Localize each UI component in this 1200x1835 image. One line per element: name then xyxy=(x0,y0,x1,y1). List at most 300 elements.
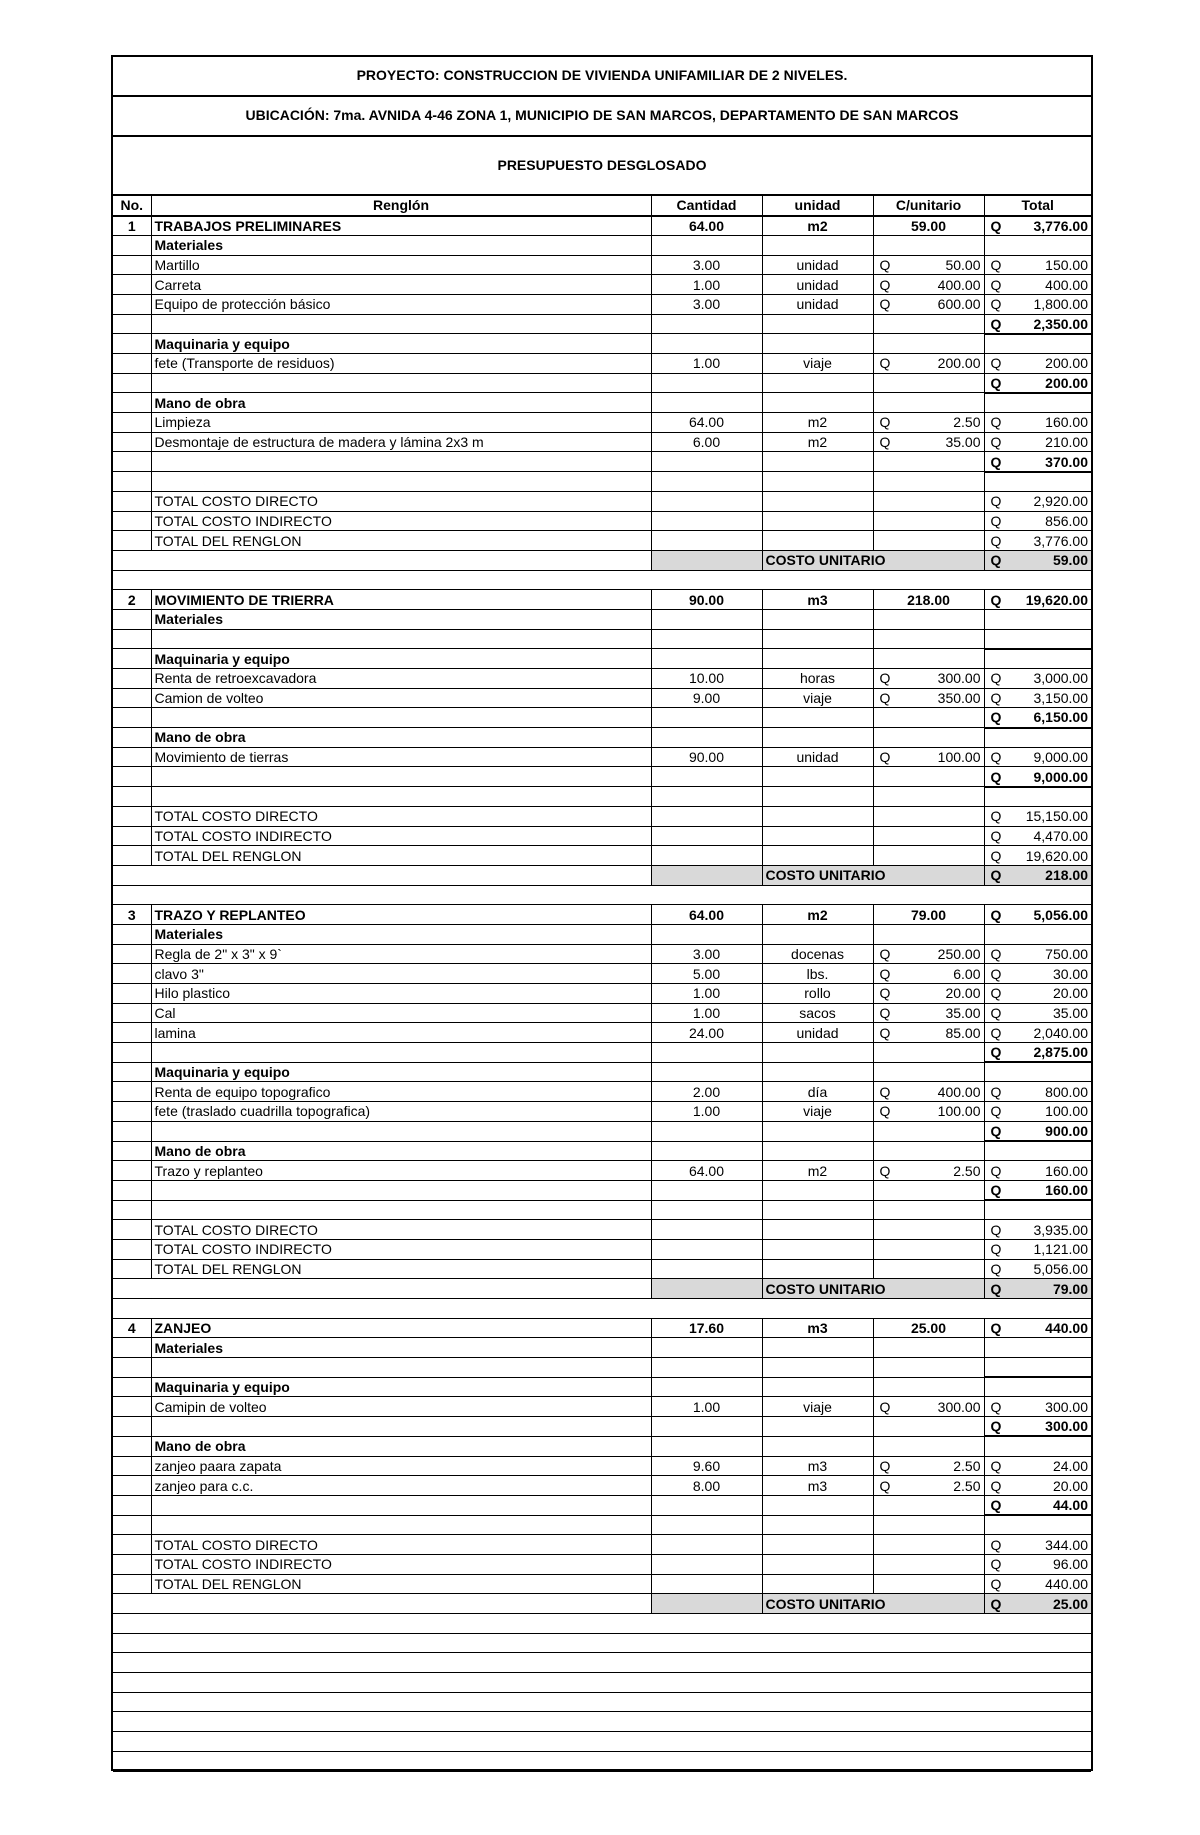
currency-symbol: Q xyxy=(990,1162,1002,1179)
row-description xyxy=(151,767,651,787)
row-total xyxy=(984,1417,1091,1437)
row-number xyxy=(113,1200,151,1220)
row-number xyxy=(113,413,151,433)
section-row xyxy=(113,728,1091,748)
row-unit xyxy=(762,924,873,944)
row-unit: rollo xyxy=(762,984,873,1004)
money-value xyxy=(877,276,981,294)
amount: 160.00 xyxy=(1045,1181,1088,1198)
row-quantity xyxy=(651,1535,762,1555)
row-description xyxy=(151,1180,651,1200)
row-unit-cost xyxy=(873,944,984,964)
row-unit xyxy=(762,511,873,531)
row-number xyxy=(113,1062,151,1082)
row-unit xyxy=(762,1692,873,1712)
row-quantity xyxy=(651,767,762,787)
row-quantity xyxy=(651,570,762,590)
row-quantity xyxy=(651,1259,762,1279)
row-quantity xyxy=(651,314,762,334)
subtotal-row xyxy=(113,452,1091,472)
row-unit: m2 xyxy=(762,216,873,236)
section-row xyxy=(113,649,1091,669)
section-row xyxy=(113,334,1091,354)
row-unit-cost xyxy=(873,1653,984,1673)
row-number xyxy=(113,1180,151,1200)
row-unit: m3 xyxy=(762,1476,873,1496)
currency-symbol: Q xyxy=(990,1398,1002,1415)
row-number xyxy=(113,1102,151,1122)
row-description xyxy=(151,1673,651,1693)
row-unit-cost xyxy=(873,1141,984,1161)
divider xyxy=(113,95,1091,97)
row-total xyxy=(984,413,1091,433)
amount: 25.00 xyxy=(1052,1595,1088,1612)
amount: 2.50 xyxy=(953,1162,981,1179)
totalrenglon-row xyxy=(113,531,1091,551)
currency-symbol: Q xyxy=(990,1418,1002,1435)
row-unit-cost xyxy=(873,1397,984,1417)
row-number xyxy=(113,1633,151,1653)
row-total xyxy=(984,1220,1091,1240)
row-description: clavo 3" xyxy=(151,964,651,984)
row-unit xyxy=(762,1614,873,1634)
row-quantity: 8.00 xyxy=(651,1476,762,1496)
amount: 9,000.00 xyxy=(1033,768,1088,785)
amount: 4,470.00 xyxy=(1033,827,1088,844)
row-unit xyxy=(762,1180,873,1200)
row-description: Cal xyxy=(151,1003,651,1023)
row-description: TOTAL COSTO DIRECTO xyxy=(151,1220,651,1240)
row-total xyxy=(984,1554,1091,1574)
money-value xyxy=(988,965,1089,983)
project-location: UBICACIÓN: 7ma. AVNIDA 4-46 ZONA 1, MUNICIPIO DE SAN MARCOS, DEPARTAMENTO DE SAN MARCOS xyxy=(245,107,959,123)
row-total xyxy=(984,964,1091,984)
row-quantity: 3.00 xyxy=(651,294,762,314)
currency-symbol: Q xyxy=(990,374,1002,391)
row-quantity: 9.60 xyxy=(651,1456,762,1476)
row-total xyxy=(984,924,1091,944)
row-total xyxy=(984,472,1091,492)
currency-symbol: Q xyxy=(990,1103,1002,1120)
amount: 100.00 xyxy=(937,749,981,766)
row-unit-cost xyxy=(873,1121,984,1141)
money-value xyxy=(877,1102,981,1120)
row-number xyxy=(113,334,151,354)
money-value xyxy=(877,1024,981,1042)
row-quantity xyxy=(651,472,762,492)
currency-symbol: Q xyxy=(990,552,1002,569)
empty-row xyxy=(113,472,1091,492)
row-description xyxy=(151,1121,651,1141)
money-value xyxy=(877,669,981,687)
row-number xyxy=(113,570,151,590)
row-description: Materiales xyxy=(151,235,651,255)
amount: 2,920.00 xyxy=(1033,493,1088,510)
row-description xyxy=(151,1751,651,1771)
row-quantity xyxy=(651,1358,762,1378)
item-row xyxy=(113,432,1091,452)
row-description: TOTAL COSTO INDIRECTO xyxy=(151,511,651,531)
row-description: fete (traslado cuadrilla topografica) xyxy=(151,1102,651,1122)
item-row xyxy=(113,1102,1091,1122)
head-row xyxy=(113,905,1091,925)
money-value xyxy=(988,1477,1089,1495)
amount: 218.00 xyxy=(1045,867,1088,884)
subtotal-row xyxy=(113,1495,1091,1515)
row-description xyxy=(151,1515,651,1535)
row-total xyxy=(984,1594,1091,1614)
row-number xyxy=(113,511,151,531)
currency-symbol: Q xyxy=(990,945,1002,962)
row-quantity xyxy=(651,393,762,413)
row-total xyxy=(984,1239,1091,1259)
empty-row xyxy=(113,787,1091,807)
costo-row xyxy=(113,1594,1091,1614)
money-value xyxy=(877,433,981,451)
row-unit-cost xyxy=(873,531,984,551)
row-unit-cost xyxy=(873,511,984,531)
row-number: 2 xyxy=(113,590,151,610)
money-value xyxy=(877,984,981,1002)
currency-symbol: Q xyxy=(879,276,891,293)
item-row xyxy=(113,1456,1091,1476)
row-unit-cost xyxy=(873,373,984,393)
amount: 800.00 xyxy=(1045,1083,1088,1100)
row-quantity: 1.00 xyxy=(651,354,762,374)
row-quantity xyxy=(651,1220,762,1240)
amount: 3,776.00 xyxy=(1033,217,1088,234)
row-description xyxy=(151,1732,651,1752)
currency-symbol: Q xyxy=(990,1457,1002,1474)
row-number xyxy=(113,944,151,964)
row-description: TRAZO Y REPLANTEO xyxy=(151,905,651,925)
money-value xyxy=(988,1417,1089,1435)
money-value xyxy=(988,1181,1089,1199)
money-value xyxy=(988,1221,1089,1239)
currency-symbol: Q xyxy=(990,1496,1002,1513)
gap-row xyxy=(113,1299,1091,1319)
row-quantity xyxy=(651,728,762,748)
row-unit-cost xyxy=(873,1456,984,1476)
amount: 900.00 xyxy=(1045,1122,1088,1139)
row-description xyxy=(151,550,651,570)
row-number xyxy=(113,472,151,492)
row-number xyxy=(113,1003,151,1023)
row-unit-cost xyxy=(873,472,984,492)
row-total xyxy=(984,1535,1091,1555)
row-quantity xyxy=(651,531,762,551)
costo-row xyxy=(113,865,1091,885)
document-subtitle: PRESUPUESTO DESGLOSADO xyxy=(497,157,707,173)
row-unit-cost xyxy=(873,728,984,748)
currency-symbol: Q xyxy=(879,670,891,687)
row-number xyxy=(113,1476,151,1496)
row-unit xyxy=(762,846,873,866)
currency-symbol: Q xyxy=(990,1477,1002,1494)
row-unit: m2 xyxy=(762,1161,873,1181)
subtotal-row xyxy=(113,708,1091,728)
currency-symbol: Q xyxy=(990,827,1002,844)
currency-symbol: Q xyxy=(990,355,1002,372)
row-number xyxy=(113,1692,151,1712)
amount: 59.00 xyxy=(1052,552,1088,569)
row-number xyxy=(113,1554,151,1574)
head-row xyxy=(113,216,1091,236)
row-quantity xyxy=(651,235,762,255)
blank-row xyxy=(113,1614,1091,1634)
money-value xyxy=(988,945,1089,963)
row-description xyxy=(151,865,651,885)
money-value xyxy=(877,1083,981,1101)
amount: 2,875.00 xyxy=(1033,1044,1088,1061)
row-quantity: 64.00 xyxy=(651,1161,762,1181)
amount: 20.00 xyxy=(945,985,981,1002)
amount: 440.00 xyxy=(1045,1575,1088,1592)
row-unit: unidad xyxy=(762,255,873,275)
row-description xyxy=(151,1299,651,1319)
row-unit xyxy=(762,728,873,748)
row-total xyxy=(984,216,1091,236)
row-total xyxy=(984,944,1091,964)
currency-symbol: Q xyxy=(990,768,1002,785)
section-row xyxy=(113,1141,1091,1161)
row-quantity xyxy=(651,609,762,629)
row-quantity: 3.00 xyxy=(651,255,762,275)
row-description: ZANJEO xyxy=(151,1318,651,1338)
row-description: Mano de obra xyxy=(151,1436,651,1456)
row-quantity xyxy=(651,1751,762,1771)
row-description: MOVIMIENTO DE TRIERRA xyxy=(151,590,651,610)
row-description: lamina xyxy=(151,1023,651,1043)
blank-row xyxy=(113,1751,1091,1771)
currency-symbol: Q xyxy=(990,1320,1002,1337)
currency-symbol: Q xyxy=(990,906,1002,923)
row-total xyxy=(984,1200,1091,1220)
section-row xyxy=(113,924,1091,944)
money-value xyxy=(877,689,981,707)
currency-symbol: Q xyxy=(990,1575,1002,1592)
money-value xyxy=(988,512,1089,530)
money-value xyxy=(988,551,1089,569)
row-unit xyxy=(762,1417,873,1437)
blank-row xyxy=(113,1633,1091,1653)
row-description: Camion de volteo xyxy=(151,688,651,708)
row-unit xyxy=(762,1554,873,1574)
total-row xyxy=(113,1535,1091,1555)
amount: 200.00 xyxy=(937,355,981,372)
row-unit-cost xyxy=(873,609,984,629)
row-quantity xyxy=(651,1377,762,1397)
row-quantity: 1.00 xyxy=(651,275,762,295)
empty-row xyxy=(113,1515,1091,1535)
currency-symbol: Q xyxy=(990,1122,1002,1139)
total-row xyxy=(113,491,1091,511)
row-number xyxy=(113,1239,151,1259)
row-description: Maquinaria y equipo xyxy=(151,1377,651,1397)
row-unit-cost xyxy=(873,1161,984,1181)
row-total xyxy=(984,1062,1091,1082)
money-value xyxy=(988,532,1089,550)
row-number xyxy=(113,354,151,374)
row-number xyxy=(113,826,151,846)
amount: 79.00 xyxy=(1052,1280,1088,1297)
subtotal-row xyxy=(113,373,1091,393)
row-number xyxy=(113,649,151,669)
row-unit xyxy=(762,1495,873,1515)
row-description: Renta de retroexcavadora xyxy=(151,669,651,689)
row-description: fete (Transporte de residuos) xyxy=(151,354,651,374)
row-unit: unidad xyxy=(762,747,873,767)
row-unit: m3 xyxy=(762,590,873,610)
project-title: PROYECTO: CONSTRUCCION DE VIVIENDA UNIFAMILIAR DE 2 NIVELES. xyxy=(356,67,848,83)
row-total xyxy=(984,1082,1091,1102)
row-unit-cost xyxy=(873,1417,984,1437)
section-row xyxy=(113,1062,1091,1082)
head-row xyxy=(113,1318,1091,1338)
row-unit-cost xyxy=(873,629,984,649)
row-total xyxy=(984,275,1091,295)
row-quantity xyxy=(651,649,762,669)
row-unit xyxy=(762,235,873,255)
column-header-row xyxy=(113,196,1091,216)
row-number xyxy=(113,806,151,826)
currency-symbol: Q xyxy=(990,1595,1002,1612)
amount: 300.00 xyxy=(1045,1418,1088,1435)
row-number xyxy=(113,275,151,295)
amount: 2.50 xyxy=(953,1457,981,1474)
amount: 19,620.00 xyxy=(1025,847,1088,864)
currency-symbol: Q xyxy=(879,1162,891,1179)
money-value xyxy=(988,984,1089,1002)
row-unit xyxy=(762,1751,873,1771)
row-quantity: 64.00 xyxy=(651,216,762,236)
money-value xyxy=(988,1260,1089,1278)
row-description: Carreta xyxy=(151,275,651,295)
row-total xyxy=(984,255,1091,275)
row-description: Maquinaria y equipo xyxy=(151,1062,651,1082)
row-total xyxy=(984,1358,1091,1378)
row-quantity xyxy=(651,1062,762,1082)
amount: 600.00 xyxy=(937,296,981,313)
amount: 160.00 xyxy=(1045,414,1088,431)
column-header-renglon: Renglón xyxy=(151,196,651,216)
currency-symbol: Q xyxy=(990,709,1002,726)
amount: 6.00 xyxy=(953,965,981,982)
row-unit xyxy=(762,649,873,669)
row-unit xyxy=(762,1043,873,1063)
currency-symbol: Q xyxy=(990,1181,1002,1198)
currency-symbol: Q xyxy=(990,1556,1002,1573)
row-description: Materiales xyxy=(151,924,651,944)
money-value xyxy=(877,295,981,313)
currency-symbol: Q xyxy=(990,1536,1002,1553)
row-unit-cost xyxy=(873,1003,984,1023)
total-row xyxy=(113,806,1091,826)
currency-symbol: Q xyxy=(879,414,891,431)
item-row xyxy=(113,1082,1091,1102)
row-total xyxy=(984,1476,1091,1496)
row-unit xyxy=(762,1436,873,1456)
money-value xyxy=(988,1240,1089,1258)
row-number xyxy=(113,708,151,728)
row-quantity: 2.00 xyxy=(651,1082,762,1102)
totalrenglon-row xyxy=(113,1574,1091,1594)
row-quantity xyxy=(651,1043,762,1063)
row-unit-cost xyxy=(873,1554,984,1574)
item-row xyxy=(113,255,1091,275)
money-value xyxy=(877,413,981,431)
row-unit-cost xyxy=(873,806,984,826)
row-unit xyxy=(762,826,873,846)
row-number xyxy=(113,1259,151,1279)
amount: 210.00 xyxy=(1045,434,1088,451)
amount: 160.00 xyxy=(1045,1162,1088,1179)
row-total xyxy=(984,826,1091,846)
row-unit xyxy=(762,1653,873,1673)
row-description: zanjeo para c.c. xyxy=(151,1476,651,1496)
item-row xyxy=(113,1023,1091,1043)
row-total xyxy=(984,1180,1091,1200)
total-row xyxy=(113,511,1091,531)
amount: 3,935.00 xyxy=(1033,1221,1088,1238)
row-number xyxy=(113,314,151,334)
currency-symbol: Q xyxy=(879,1083,891,1100)
row-unit-cost xyxy=(873,984,984,1004)
row-total xyxy=(984,491,1091,511)
row-unit-cost: 79.00 xyxy=(873,905,984,925)
money-value xyxy=(988,807,1089,825)
money-value xyxy=(877,256,981,274)
row-number xyxy=(113,609,151,629)
row-quantity xyxy=(651,924,762,944)
row-quantity xyxy=(651,1673,762,1693)
currency-symbol: Q xyxy=(879,434,891,451)
row-quantity: 17.60 xyxy=(651,1318,762,1338)
row-unit-cost xyxy=(873,688,984,708)
row-quantity: 10.00 xyxy=(651,669,762,689)
row-number: 4 xyxy=(113,1318,151,1338)
row-number xyxy=(113,1121,151,1141)
row-number xyxy=(113,1141,151,1161)
row-number xyxy=(113,1495,151,1515)
blank-row xyxy=(113,1653,1091,1673)
row-number: 3 xyxy=(113,905,151,925)
amount: 3,776.00 xyxy=(1033,532,1088,549)
currency-symbol: Q xyxy=(990,434,1002,451)
row-total xyxy=(984,511,1091,531)
row-quantity xyxy=(651,806,762,826)
currency-symbol: Q xyxy=(879,985,891,1002)
money-value xyxy=(988,847,1089,865)
row-quantity xyxy=(651,1554,762,1574)
row-total xyxy=(984,1495,1091,1515)
row-total xyxy=(984,1397,1091,1417)
row-description xyxy=(151,1712,651,1732)
amount: 150.00 xyxy=(1045,256,1088,273)
row-unit-cost xyxy=(873,708,984,728)
costo-unitario-label: COSTO UNITARIO xyxy=(762,550,984,570)
currency-symbol: Q xyxy=(879,1005,891,1022)
row-quantity: 64.00 xyxy=(651,413,762,433)
subtotal-row xyxy=(113,767,1091,787)
row-number xyxy=(113,550,151,570)
budget-sheet xyxy=(111,55,1093,1771)
row-unit-cost xyxy=(873,1515,984,1535)
currency-symbol: Q xyxy=(990,847,1002,864)
row-description: Materiales xyxy=(151,609,651,629)
money-value xyxy=(988,217,1089,235)
row-description: TOTAL COSTO DIRECTO xyxy=(151,491,651,511)
